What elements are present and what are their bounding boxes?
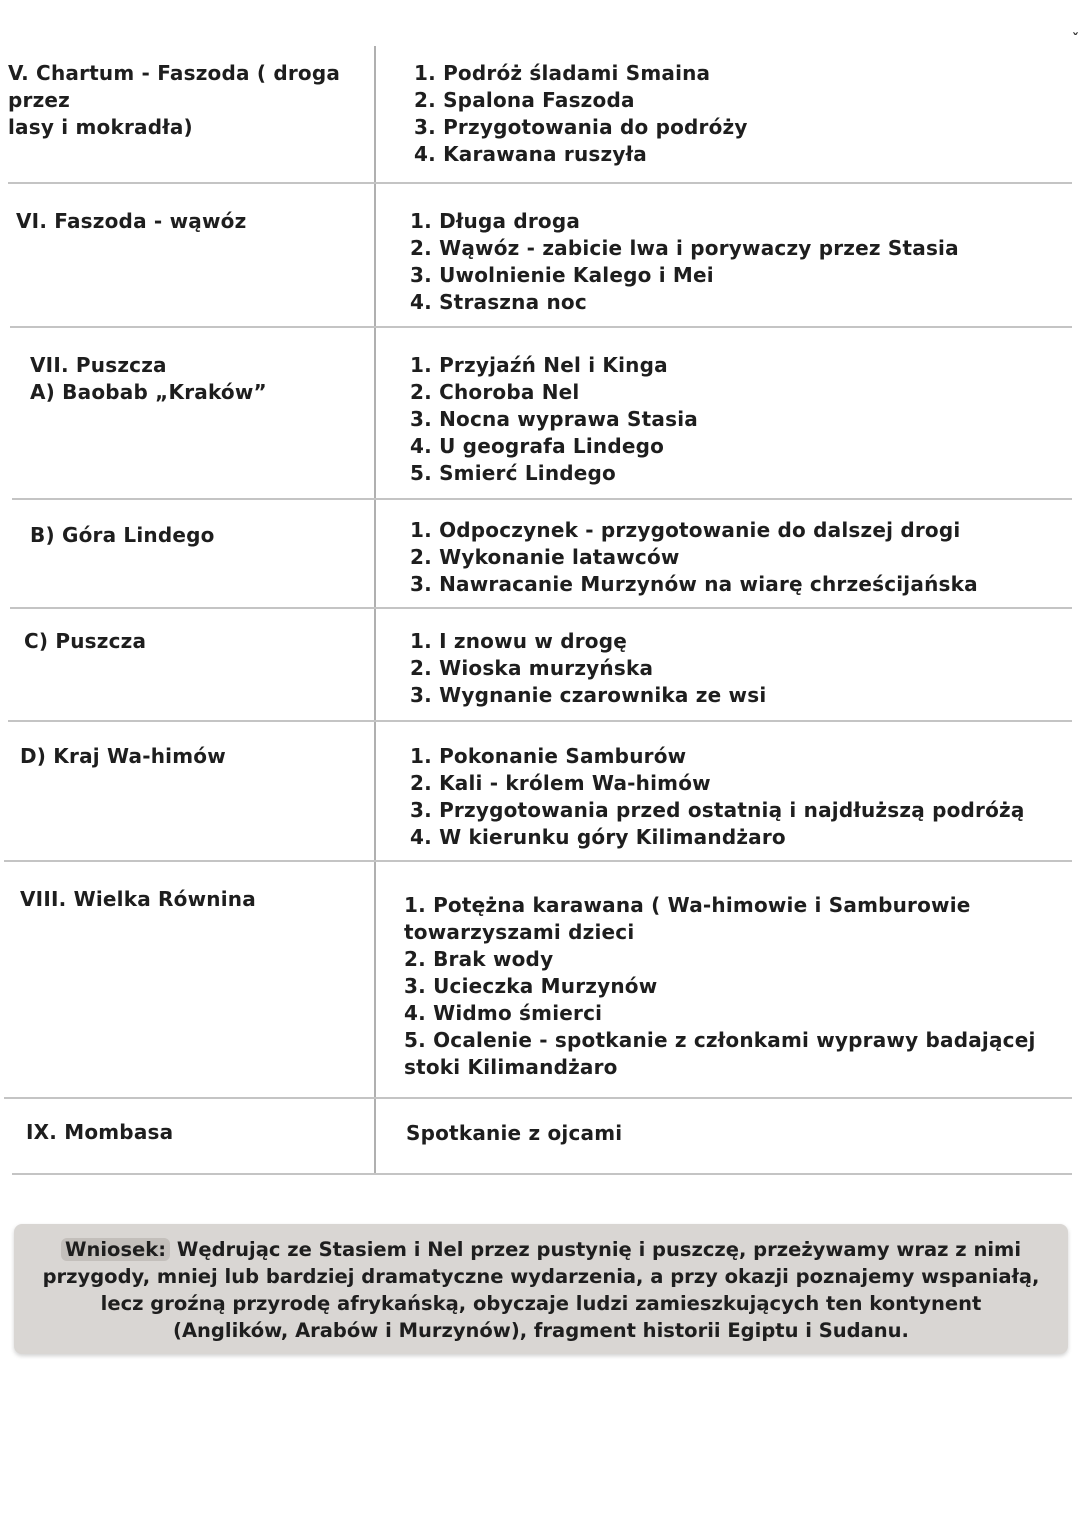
stage-events-b [410, 517, 1070, 598]
row-divider [10, 607, 1072, 609]
event-item: 4. W kierunku góry Kilimandżaro [410, 825, 786, 849]
stage-title-line: A) Baobab „Kraków” [30, 380, 267, 404]
stage-title-line: VIII. Wielka Równina [20, 887, 256, 911]
stage-title-line: B) Góra Lindego [30, 523, 215, 547]
event-item: 4. Widmo śmierci [404, 1001, 603, 1025]
stage-title-vii-a [30, 352, 366, 406]
stage-events-v [414, 60, 1074, 168]
row-divider [8, 720, 1072, 722]
stage-title-v [8, 60, 368, 141]
event-item: 1. Potężna karawana ( Wa-himowie i Samburowie towarzyszami dzieci [404, 893, 971, 944]
column-divider [374, 46, 376, 1174]
event-item: 2. Wioska murzyńska [410, 656, 654, 680]
stage-title-b [30, 522, 366, 549]
stage-title-d [20, 743, 364, 770]
conclusion-body: Wędrując ze Stasiem i Nel przez pustynię i puszczę, przeżywamy wraz z nimi przygody, mniej lub bardziej dramatyczne wydarzenia, a przy okazji poznajemy wspaniałą, lecz groźną przyrodę afrykańską, obyczaje ludzi zamieszkujących ten kontynent (Anglików, Arabów i Murzynów), fragment historii Egiptu i Sudanu. [42, 1238, 1040, 1342]
event-item: 4. U geografa Lindego [410, 434, 665, 458]
row-divider [8, 182, 1072, 184]
stage-title-viii [20, 886, 364, 913]
stage-events-vii-a [410, 352, 1070, 487]
stage-events-c [410, 628, 1070, 709]
event-item: 2. Choroba Nel [410, 380, 580, 404]
event-item: 4. Straszna noc [410, 290, 587, 314]
event-item: 1. Podróż śladami Smaina [414, 61, 711, 85]
event-item: 2. Wąwóz - zabicie lwa i porywaczy przez Stasia [410, 236, 959, 260]
event-item: 3. Uwolnienie Kalego i Mei [410, 263, 714, 287]
conclusion-box [14, 1224, 1068, 1354]
stage-title-line: V. Chartum - Faszoda ( droga przez [8, 61, 341, 112]
row-divider [4, 1097, 1072, 1099]
stage-events-vi [410, 208, 1070, 316]
conclusion-text [40, 1236, 1042, 1344]
stage-title-line: lasy i mokradła) [8, 115, 193, 139]
stage-title-vi [16, 208, 366, 235]
event-item: 5. Ocalenie - spotkanie z członkami wyprawy badającej stoki Kilimandżaro [404, 1028, 1036, 1079]
event-item: 2. Wykonanie latawców [410, 545, 680, 569]
event-item: 1. Odpoczynek - przygotowanie do dalszej drogi [410, 518, 961, 542]
event-item: 3. Nawracanie Murzynów na wiarę chrześcijańska [410, 572, 978, 596]
event-item: 2. Spalona Faszoda [414, 88, 635, 112]
stage-title-line: D) Kraj Wa-himów [20, 744, 226, 768]
event-item: 2. Brak wody [404, 947, 554, 971]
stage-events-ix [406, 1120, 1066, 1147]
event-item: Spotkanie z ojcami [406, 1121, 623, 1145]
event-item: 3. Wygnanie czarownika ze wsi [410, 683, 767, 707]
row-divider [12, 1173, 1072, 1175]
stage-events-viii [404, 892, 1068, 1081]
event-item: 1. Długa droga [410, 209, 581, 233]
row-divider [4, 860, 1072, 862]
row-divider [10, 326, 1072, 328]
event-item: 1. I znowu w drogę [410, 629, 628, 653]
conclusion-label: Wniosek: [61, 1238, 170, 1261]
stage-title-line: IX. Mombasa [26, 1120, 174, 1144]
event-item: 3. Nocna wyprawa Stasia [410, 407, 698, 431]
event-item: 3. Przygotowania do podróży [414, 115, 748, 139]
stage-title-line: C) Puszcza [24, 629, 147, 653]
event-item: 1. Przyjaźń Nel i Kinga [410, 353, 668, 377]
stage-title-line: VI. Faszoda - wąwóz [16, 209, 247, 233]
stage-title-c [24, 628, 364, 655]
stage-events-d [410, 743, 1070, 851]
event-item: 4. Karawana ruszyła [414, 142, 647, 166]
event-item: 3. Przygotowania przed ostatnią i najdłuższą podróżą [410, 798, 1025, 822]
stage-title-ix [26, 1119, 366, 1146]
row-divider [12, 498, 1072, 500]
event-item: 3. Ucieczka Murzynów [404, 974, 658, 998]
event-item: 5. Smierć Lindego [410, 461, 616, 485]
stage-title-line: VII. Puszcza [30, 353, 167, 377]
corner-mark: ˇ [1072, 32, 1079, 48]
event-item: 1. Pokonanie Samburów [410, 744, 687, 768]
event-item: 2. Kali - królem Wa-himów [410, 771, 711, 795]
